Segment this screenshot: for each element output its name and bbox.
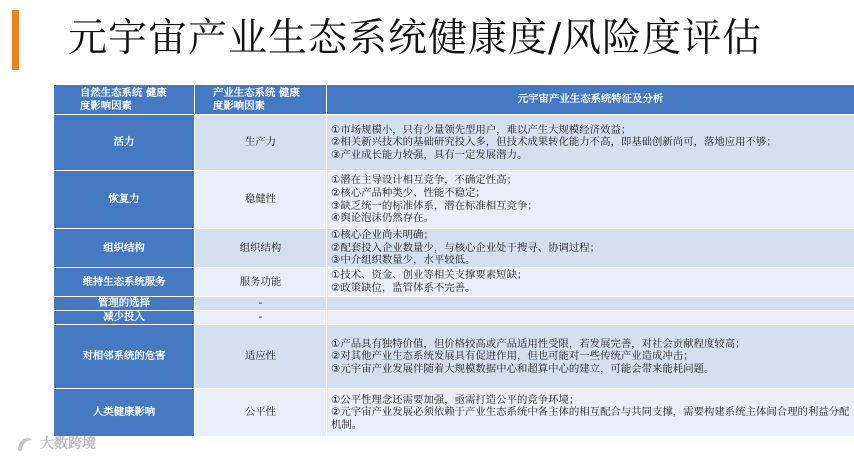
header-col1-line2: 度影响因素 [80,99,132,112]
watermark-logo-icon [14,432,36,454]
factor-cell: 活力 [54,115,195,171]
feature-line: ②配套投入企业数量少，与核心企业处于搜寻、协调过程； [331,241,601,254]
assessment-table [53,84,854,437]
header-industry-ecosystem-factors [195,85,327,115]
feature-cell [327,325,854,389]
feature-line: ③中介组织数量少，水平较低。 [331,254,476,267]
feature-line: ①市场规模小，只有少量领先型用户，难以产生大规模经济效益； [331,123,632,136]
title-accent-bar [12,10,19,70]
feature-line: ③元宇宙产业发展伴随着大规模数据中心和超算中心的建立，可能会带来能耗问题。 [331,362,715,375]
header-col2-line2: 度影响因素 [213,99,265,112]
feature-line: ①技术、资金、创业等相关支撑要素短缺； [331,269,528,282]
feature-cell [327,229,854,268]
watermark-text: 大数跨境 [40,436,96,452]
page-title: 元宇宙产业生态系统健康度/风险度评估 [68,16,763,61]
influence-cell: 稳健性 [195,171,327,229]
influence-cell: 公平性 [195,389,327,437]
feature-line: ①核心企业尚未明确； [331,229,434,242]
table-row [54,325,854,389]
table-row [54,268,854,297]
factor-cell: 维持生态系统服务 [54,268,195,297]
header-metaverse-features: 元宇宙产业生态系统特征及分析 [327,85,854,115]
influence-cell: - [195,311,327,325]
table-row [54,297,854,311]
feature-line: ③产业成长能力较强，具有一定发展潜力。 [331,148,528,161]
feature-line: ②元宇宙产业发展必须依赖于产业生态系统中各主体的相互配合与共同支撑，需要构建系统主体间合理的利益分配机制。 [331,406,850,431]
factor-cell: 管理的选择 [54,297,195,311]
feature-cell [327,297,854,311]
influence-cell: - [195,297,327,311]
table-row [54,115,854,171]
assessment-table-container [53,84,854,436]
factor-cell: 减少投入 [54,311,195,325]
feature-line: ③缺乏统一的标准体系，潜在标准相互竞争； [331,199,538,212]
feature-cell [327,268,854,297]
factor-cell: 组织结构 [54,229,195,268]
influence-cell: 服务功能 [195,268,327,297]
factor-cell: 恢复力 [54,171,195,229]
table-row [54,389,854,437]
factor-cell: 对相邻系统的危害 [54,325,195,389]
feature-line: ④舆论泡沫仍然存在。 [331,212,434,225]
feature-line: ②相关新兴技术的基础研究投入多，但技术成果转化能力不高，即基础创新尚可，落地应用不够； [331,136,777,149]
header-col1-line1: 自然生态系统 健康 [80,86,167,99]
feature-line: ①公平性理念还需要加强，亟需打造公平的竞争环境； [331,393,580,406]
feature-line: ①潜在主导设计相互竞争，不确定性高； [331,174,517,187]
table-header-row [54,85,854,115]
watermark [14,432,96,454]
influence-cell: 生产力 [195,115,327,171]
table-row [54,229,854,268]
feature-line: ②核心产品种类少、性能不稳定； [331,186,486,199]
feature-cell [327,115,854,171]
table-row [54,311,854,325]
feature-line: ①产品具有独特价值，但价格较高或产品适用性受限，若发展完善，对社会贡献程度较高； [331,337,746,350]
feature-cell [327,311,854,325]
feature-cell [327,389,854,437]
table-row [54,171,854,229]
factor-cell: 人类健康影响 [54,389,195,437]
header-col2-line1: 产业生态系统 健康 [213,86,300,99]
influence-cell: 组织结构 [195,229,327,268]
feature-line: ②政策缺位，监管体系不完善。 [331,282,476,294]
influence-cell: 适应性 [195,325,327,389]
feature-line: ②对其他产业生态系统发展具有促进作用，但也可能对一些传统产业造成冲击； [331,350,694,363]
header-natural-ecosystem-factors [54,85,195,115]
feature-cell [327,171,854,229]
